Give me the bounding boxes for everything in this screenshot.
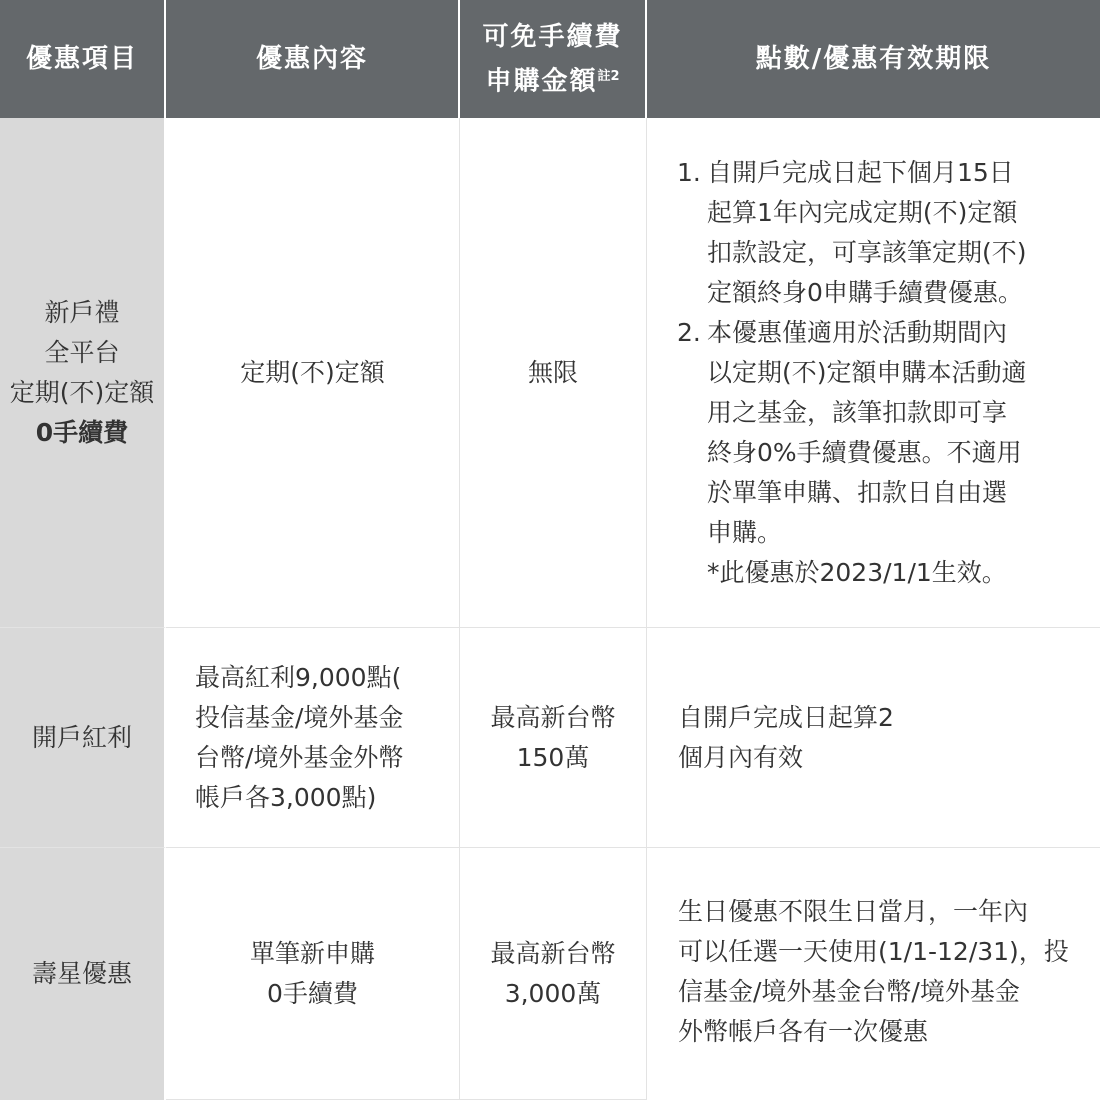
header-validity-label: 點數/優惠有效期限 — [755, 44, 992, 74]
term-line: 自開戶完成日起下個月15日 — [707, 157, 1014, 187]
row2-content — [166, 628, 460, 848]
row2-amount-line: 最高新台幣 — [490, 702, 616, 732]
term-line: 以定期(不)定額申購本活動適 — [707, 357, 1027, 387]
row1-item-line: 新戶禮 — [44, 297, 120, 327]
header-footnote-marker: 註2 — [597, 68, 620, 84]
header-amount-line2: 申購金額$^{註2}$ — [485, 66, 620, 97]
header-content — [166, 0, 460, 118]
validity-term — [677, 313, 1027, 553]
row1-item-line: 全平台 — [44, 337, 120, 367]
term-number: 2. — [677, 317, 701, 347]
row2-item-label: 開戶紅利 — [31, 722, 132, 752]
row3-amount-line: 最高新台幣 — [490, 938, 616, 968]
row1-item — [0, 118, 166, 628]
row1-item-line: 0手續費 — [35, 417, 129, 447]
validity-effective-note: *此優惠於2023/1/1生效。 — [707, 557, 1007, 587]
row3-validity-line: 外幣帳戶各有一次優惠 — [678, 1017, 929, 1046]
row1-amount — [460, 118, 647, 628]
row3-content-line: 單筆新申購 — [249, 938, 375, 968]
row1-content — [166, 118, 460, 628]
row2-amount — [460, 628, 647, 848]
term-line: 於單筆申購、扣款日自由選 — [707, 477, 1008, 507]
row1-content-text: 定期(不)定額 — [240, 357, 385, 387]
header-item-label: 優惠項目 — [25, 44, 138, 74]
validity-terms-list — [677, 153, 1027, 553]
row3-validity-line: 可以任選一天使用(1/1-12/31)，投 — [678, 937, 1069, 966]
row3-validity — [647, 848, 1100, 1100]
row2-content-line: 台幣/境外基金外幣 — [195, 742, 404, 772]
term-line: 用之基金，該筆扣款即可享 — [707, 397, 1008, 427]
row3-item-label: 壽星優惠 — [31, 959, 132, 988]
term-number: 1. — [677, 157, 701, 187]
row2-amount-line: 150萬 — [516, 742, 590, 772]
row2-item — [0, 628, 166, 848]
row3-content-line: 0手續費 — [267, 978, 358, 1008]
header-item — [0, 0, 166, 118]
row2-validity-line: 自開戶完成日起算2 — [678, 702, 894, 732]
term-line: 終身0%手續費優惠。不適用 — [707, 437, 1022, 467]
term-line: 申購。 — [707, 517, 783, 547]
row3-content — [166, 848, 460, 1100]
row3-validity-line: 信基金/境外基金台幣/境外基金 — [678, 977, 1020, 1006]
row2-validity — [647, 628, 1100, 848]
header-validity — [647, 0, 1100, 118]
validity-term — [677, 153, 1027, 313]
term-line: 扣款設定，可享該筆定期(不) — [707, 237, 1027, 267]
term-line: 起算1年內完成定期(不)定額 — [707, 197, 1018, 227]
header-content-label: 優惠內容 — [255, 44, 368, 74]
row2-content-line: 最高紅利9,000點( — [195, 662, 402, 692]
row3-amount-line: 3,000萬 — [504, 978, 602, 1008]
row2-validity-line: 個月內有效 — [678, 742, 804, 772]
row3-item — [0, 848, 166, 1100]
row3-amount — [460, 848, 647, 1100]
header-fee-free-amount — [460, 0, 647, 118]
row2-content-line: 帳戶各3,000點) — [195, 782, 377, 812]
term-line: 定額終身0申購手續費優惠。 — [707, 277, 1023, 307]
header-amount-line1: 可免手續費 — [482, 21, 623, 52]
row1-item-line: 定期(不)定額 — [9, 377, 155, 407]
term-line: 本優惠僅適用於活動期間內 — [707, 317, 1008, 347]
row2-content-line: 投信基金/境外基金 — [195, 702, 404, 732]
row1-validity — [647, 118, 1100, 628]
row1-amount-text: 無限 — [527, 357, 578, 387]
row3-validity-line: 生日優惠不限生日當月，一年內 — [678, 897, 1029, 926]
